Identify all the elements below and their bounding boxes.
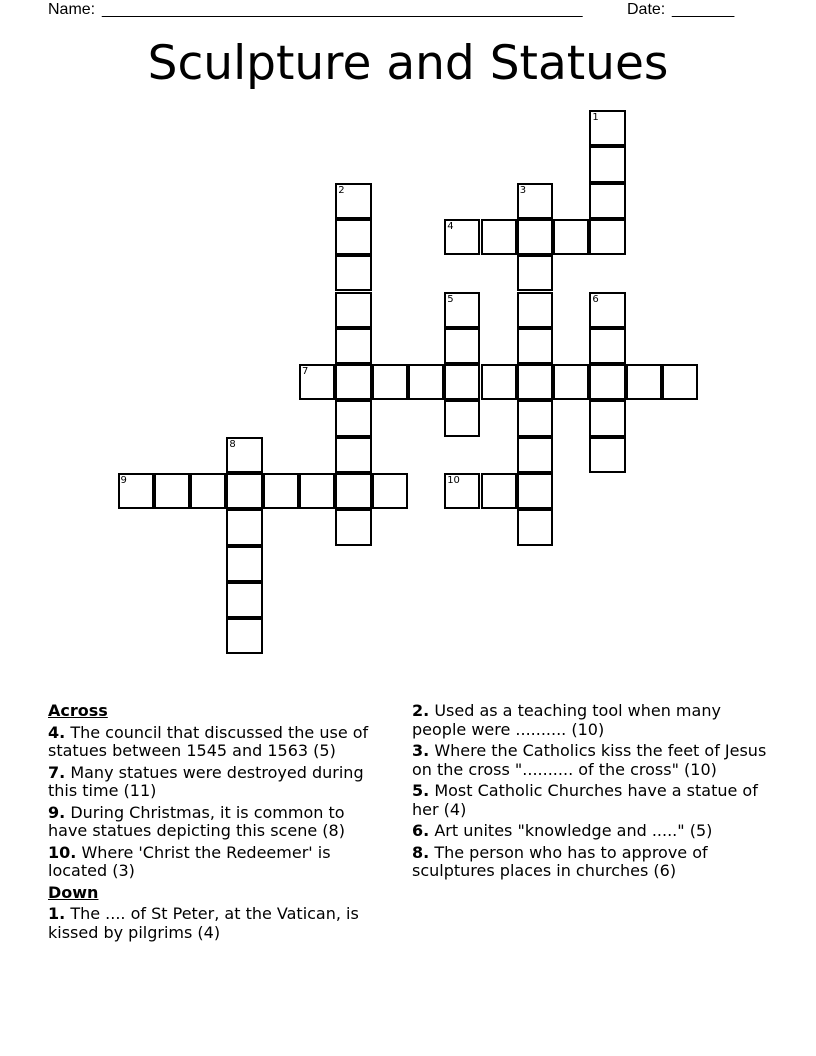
clue-down-8: 8. The person who has to approve of sculptures places in churches (6) [412,842,708,880]
grid-cell[interactable] [517,183,553,219]
date-field[interactable]: _______ [672,1,735,18]
cell-number: 3 [519,184,527,196]
grid-cell[interactable] [589,400,625,436]
clue-across-10: 10. Where 'Christ the Redeemer' is located (3) [48,842,331,880]
grid-cell[interactable] [481,219,517,255]
grid-cell[interactable] [335,328,371,364]
grid-cell[interactable] [444,364,480,400]
grid-cell[interactable] [226,437,262,473]
grid-cell[interactable] [589,292,625,328]
cell-number: 8 [229,438,236,450]
grid-cell[interactable] [517,328,553,364]
cell-number: 5 [447,293,454,305]
grid-cell[interactable] [335,292,371,328]
grid-cell[interactable] [263,473,299,509]
grid-cell[interactable] [335,509,371,545]
clue-down-2: 2. Used as a teaching tool when many people were .......... (10) [412,701,721,739]
cell-number: 10 [447,475,460,486]
grid-cell[interactable] [299,473,335,509]
name-field[interactable]: ______________________________________________________ [102,1,583,18]
grid-cell[interactable] [589,437,625,473]
grid-cell[interactable] [335,183,371,219]
grid-cell[interactable] [444,292,480,328]
grid-cell[interactable] [226,582,262,618]
grid-cell[interactable] [589,364,625,400]
grid-cell[interactable] [335,255,371,291]
grid-cell[interactable] [335,400,371,436]
clue-across-9: 9. During Christmas, it is common to have statues depicting this scene (8) [48,802,345,840]
grid-cell[interactable] [444,219,480,255]
grid-cell[interactable] [481,364,517,400]
grid-cell[interactable] [335,473,371,509]
grid-cell[interactable] [517,509,553,545]
cell-number: 6 [592,293,599,305]
grid-cell[interactable] [481,473,517,509]
cell-number: 7 [302,366,309,378]
grid-cell[interactable] [589,146,625,182]
grid-cell[interactable] [517,292,553,328]
grid-cell[interactable] [589,328,625,364]
cell-number: 9 [120,475,127,486]
grid-cell[interactable] [335,219,371,255]
grid-cell[interactable] [335,437,371,473]
grid-cell[interactable] [226,509,262,545]
grid-cell[interactable] [517,473,553,509]
down-heading: Down [48,882,99,902]
clue-down-5: 5. Most Catholic Churches have a statue of her (4) [412,781,758,819]
grid-cell[interactable] [589,110,625,146]
grid-cell[interactable] [372,364,408,400]
cell-number: 1 [592,112,599,123]
grid-cell[interactable] [299,364,335,400]
grid-cell[interactable] [226,546,262,582]
grid-cell[interactable] [226,473,262,509]
clue-down-1: 1. The .... of St Peter, at the Vatican, is kissed by pilgrims (4) [48,904,359,942]
page-title: Sculpture and Statues [147,36,669,91]
grid-cell[interactable] [517,255,553,291]
grid-cell[interactable] [517,219,553,255]
date-label: Date: [627,1,666,18]
cell-number: 4 [447,220,454,232]
clues-left-column [48,702,388,945]
grid-cell[interactable] [553,219,589,255]
across-heading: Across [48,701,108,720]
grid-cell[interactable] [335,364,371,400]
clue-down-3: 3. Where the Catholics kiss the feet of Jesus on the cross ".......... of the cross" (10) [412,741,767,779]
clues-right-column [412,702,772,884]
grid-cell[interactable] [154,473,190,509]
grid-cell[interactable] [444,473,480,509]
grid-cell[interactable] [517,400,553,436]
cell-number: 2 [338,184,345,196]
clue-across-4: 4. The council that discussed the use of statues between 1545 and 1563 (5) [48,722,369,760]
grid-cell[interactable] [408,364,444,400]
grid-cell[interactable] [444,400,480,436]
grid-cell[interactable] [553,364,589,400]
grid-cell[interactable] [372,473,408,509]
grid-cell[interactable] [444,328,480,364]
grid-cell[interactable] [190,473,226,509]
grid-cell[interactable] [589,219,625,255]
clue-down-6: 6. Art unites "knowledge and ....." (5) [412,821,713,840]
grid-cell[interactable] [589,183,625,219]
name-label: Name: [48,1,96,18]
grid-cell[interactable] [517,437,553,473]
grid-cell[interactable] [626,364,662,400]
grid-cell[interactable] [662,364,698,400]
grid-cell[interactable] [118,473,154,509]
grid-cell[interactable] [226,618,262,654]
grid-cell[interactable] [517,364,553,400]
clue-across-7: 7. Many statues were destroyed during this time (11) [48,762,364,800]
